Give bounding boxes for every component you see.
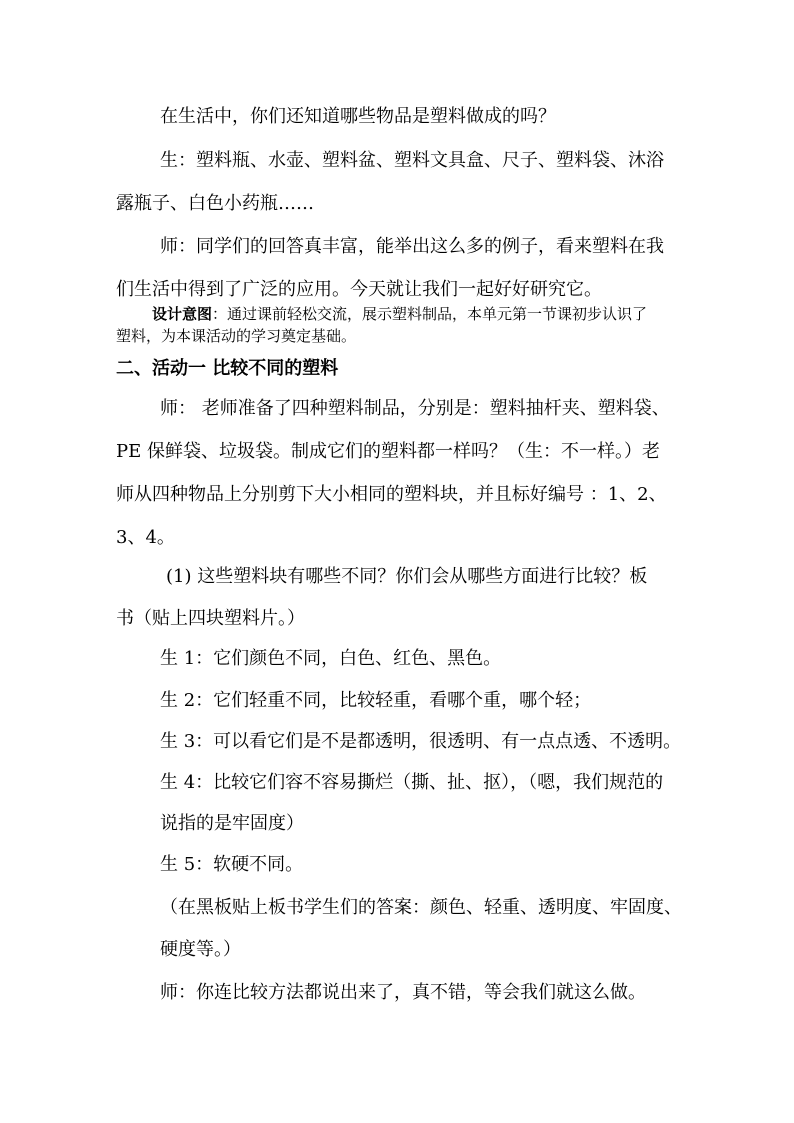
text-line: 师：同学们的回答真丰富，能举出这么多的例子，看来塑料在我 bbox=[160, 236, 664, 257]
text-line: 露瓶子、白色小药瓶…… bbox=[116, 193, 314, 214]
text-line: 3、4。 bbox=[116, 527, 175, 548]
text-line: 生 1：它们颜色不同，白色、红色、黑色。 bbox=[160, 648, 502, 669]
text-line: 生：塑料瓶、水壶、塑料盆、塑料文具盒、尺子、塑料袋、沐浴 bbox=[160, 150, 664, 171]
text-line: 在生活中，你们还知道哪些物品是塑料做成的吗？ bbox=[160, 106, 556, 127]
text-line: PE 保鲜袋、垃圾袋。制成它们的塑料都一样吗？（生：不一样。）老 bbox=[116, 441, 660, 462]
design-intent-line: 塑料，为本课活动的学习奠定基础。 bbox=[116, 327, 357, 345]
text-line: 硬度等。） bbox=[160, 939, 241, 960]
design-intent-text: ：通过课前轻松交流，展示塑料制品，本单元第一节课初步认识了 bbox=[212, 305, 648, 323]
text-line: 生 4：比较它们容不容易撕烂（撕、扯、抠），（嗯，我们规范的 bbox=[160, 772, 664, 793]
design-intent-label: 设计意图 bbox=[152, 305, 213, 323]
text-line: 生 3：可以看它们是不是都透明，很透明、有一点点透、不透明。 bbox=[160, 731, 682, 752]
text-line: 师从四种物品上分别剪下大小相同的塑料块，并且标好编号 ：1、2、 bbox=[116, 484, 667, 505]
text-line: 师： 老师准备了四种塑料制品，分别是：塑料抽杆夹、塑料袋、 bbox=[160, 398, 670, 419]
text-line: 说指的是牢固度） bbox=[160, 813, 304, 834]
text-line: 们生活中得到了广泛的应用。今天就让我们一起好好研究它。 bbox=[116, 279, 602, 300]
text-line: 书（贴上四块塑料片。） bbox=[116, 608, 305, 629]
text-line: (1) 这些塑料块有哪些不同？你们会从哪些方面进行比较？板 bbox=[166, 566, 648, 587]
text-line: 生 2：它们轻重不同，比较轻重，看哪个重，哪个轻； bbox=[160, 690, 592, 711]
section-heading: 二、活动一 比较不同的塑料 bbox=[116, 358, 339, 379]
text-line: 生 5：软硬不同。 bbox=[160, 854, 304, 875]
text-line: 师：你连比较方法都说出来了，真不错，等会我们就这么做。 bbox=[160, 982, 646, 1003]
design-intent-line bbox=[152, 305, 647, 324]
text-line: （在黑板贴上板书学生们的答案：颜色、轻重、透明度、牢固度、 bbox=[160, 897, 682, 918]
